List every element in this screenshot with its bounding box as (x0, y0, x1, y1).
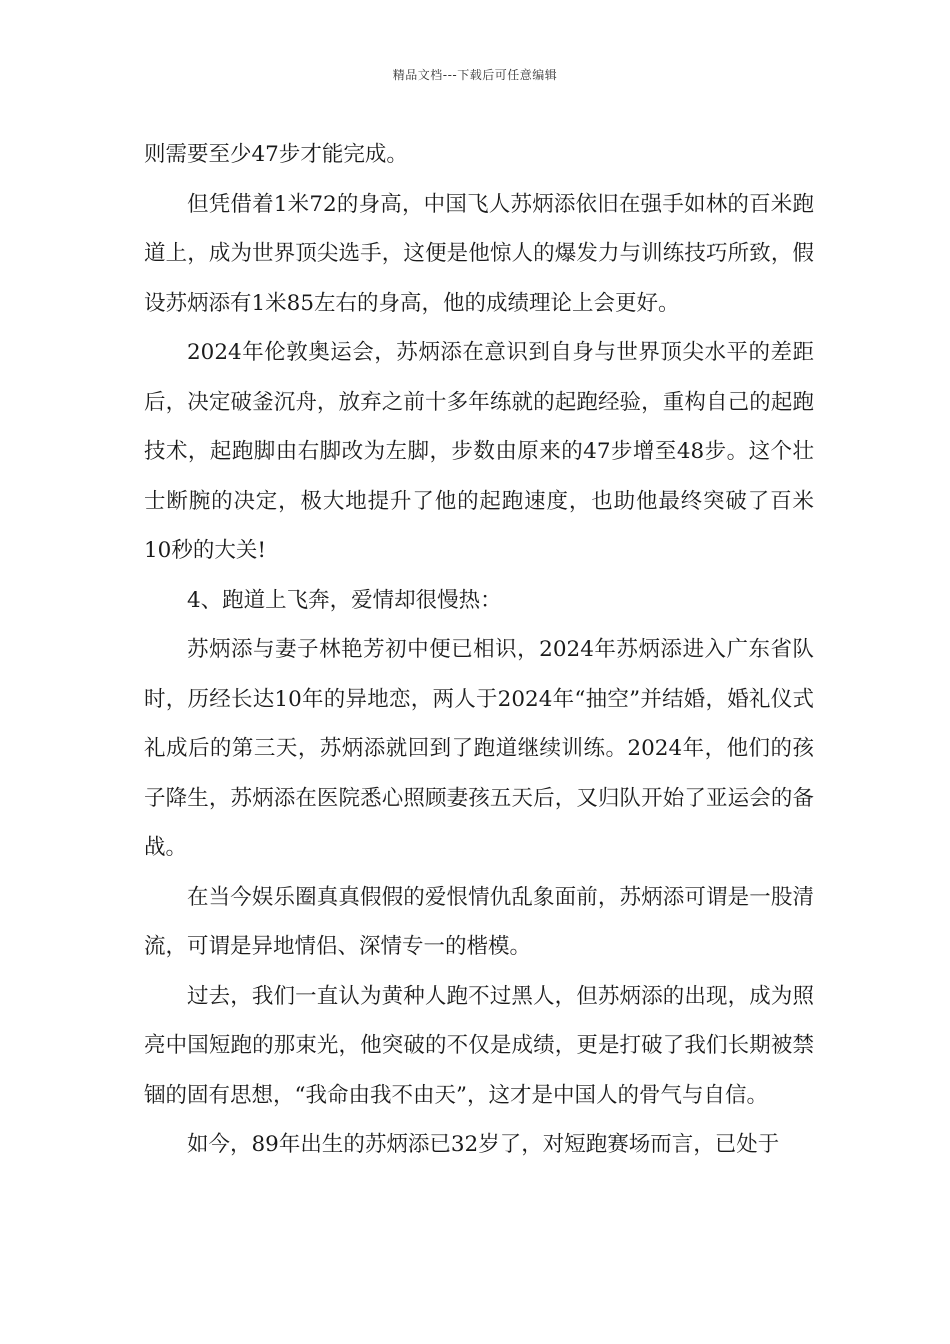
paragraph-7: 过去，我们一直认为黄种人跑不过黑人，但苏炳添的出现，成为照亮中国短跑的那束光，他突破的不仅是成绩，更是打破了我们长期被禁锢的固有思想，“我命由我不由天”，这才是中国人的骨气与自信。 (144, 983, 814, 1108)
page-header: 精品文档---下载后可任意编辑 (392, 68, 558, 82)
paragraph-6: 在当今娱乐圈真真假假的爱恨情仇乱象面前，苏炳添可谓是一股清流，可谓是异地情侣、深情专一的楷模。 (144, 884, 814, 959)
paragraph-2: 但凭借着1米72的身高，中国飞人苏炳添依旧在强手如林的百米跑道上，成为世界顶尖选手，这便是他惊人的爆发力与训练技巧所致，假设苏炳添有1米85左右的身高，他的成绩理论上会更好。 (144, 191, 814, 316)
paragraph-5: 苏炳添与妻子林艳芳初中便已相识，2024年苏炳添进入广东省队时，历经长达10年的异地恋，两人于2024年“抽空”并结婚，婚礼仪式礼成后的第三天，苏炳添就回到了跑道继续训练。2024年，他们的孩子降生，苏炳添在医院悉心照顾妻孩五天后，又归队开始了亚运会的备战。 (144, 637, 815, 860)
paragraph-1: 则需要至少47步才能完成。 (144, 142, 408, 167)
document-body (144, 130, 814, 1170)
paragraph-8: 如今，89年出生的苏炳添已32岁了，对短跑赛场而言，已处于 (187, 1132, 780, 1157)
paragraph-3: 2024年伦敦奥运会，苏炳添在意识到自身与世界顶尖水平的差距后，决定破釜沉舟，放弃之前十多年练就的起跑经验，重构自己的起跑技术，起跑脚由右脚改为左脚，步数由原来的47步增至48步。这个壮士断腕的决定，极大地提升了他的起跑速度，也助他最终突破了百米10秒的大关! (144, 340, 814, 563)
section-heading-4: 4、跑道上飞奔，爱情却很慢热： (187, 587, 502, 613)
